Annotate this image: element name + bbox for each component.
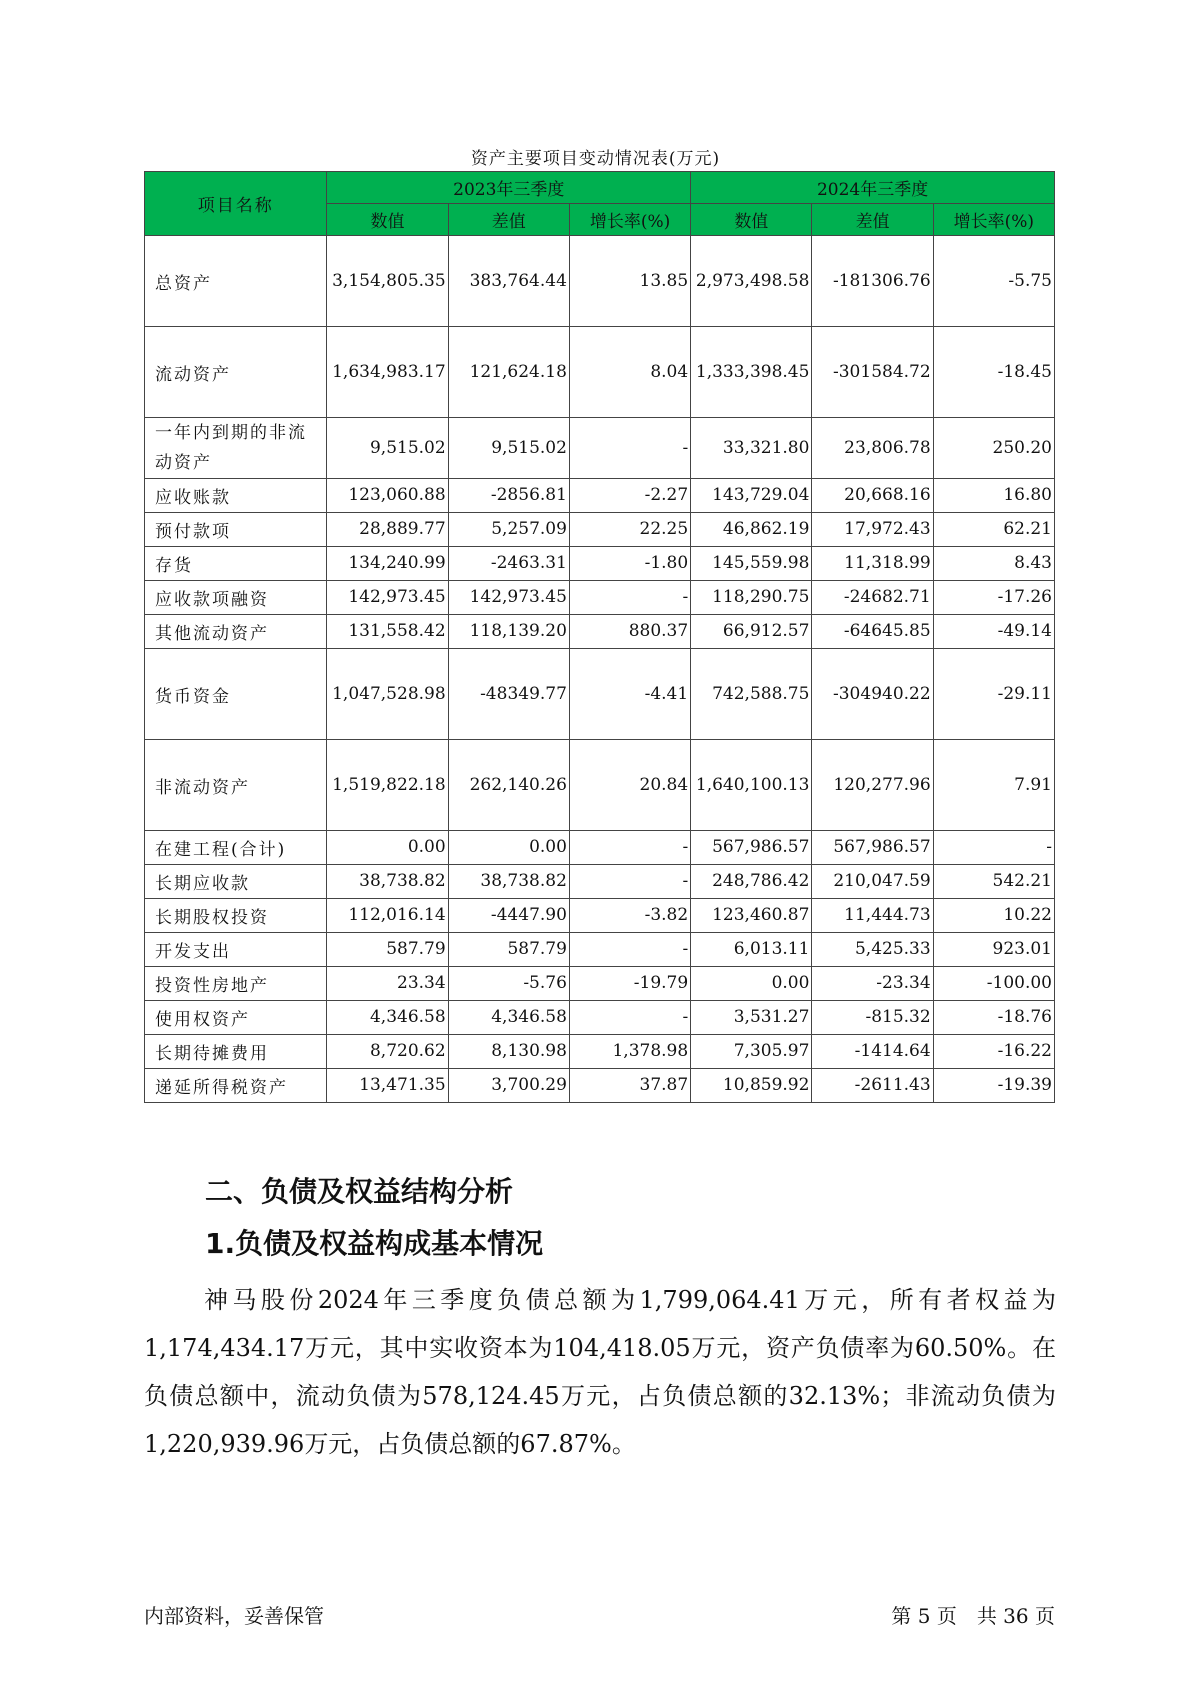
cell-diff-2023: -2856.81 [448,479,569,513]
cell-value-2024: 248,786.42 [691,865,812,899]
cell-diff-2024: -24682.71 [812,581,933,615]
cell-growth-2024: -5.75 [933,236,1054,327]
cell-value-2023: 0.00 [327,831,448,865]
cell-diff-2024: -64645.85 [812,615,933,649]
cell-growth-2024: 923.01 [933,933,1054,967]
cell-value-2023: 134,240.99 [327,547,448,581]
cell-diff-2023: 8,130.98 [448,1035,569,1069]
cell-value-2024: 145,559.98 [691,547,812,581]
table-row [145,547,1055,581]
cell-value-2024: 567,986.57 [691,831,812,865]
cell-diff-2023: 0.00 [448,831,569,865]
cell-value-2023: 123,060.88 [327,479,448,513]
cell-value-2024: 1,640,100.13 [691,740,812,831]
cell-value-2024: 33,321.80 [691,418,812,479]
cell-growth-2024: 10.22 [933,899,1054,933]
cell-value-2023: 28,889.77 [327,513,448,547]
cell-diff-2024: 120,277.96 [812,740,933,831]
body-paragraph: 神马股份2024年三季度负债总额为1,799,064.41万元，所有者权益为1,174,434.17万元，其中实收资本为104,418.05万元，资产负债率为60.50%。在负债总额中，流动负债为578,124.45万元，占负债总额的32.13%；非流动负债为1,220,939.96万元，占负债总额的67.87%。 [144,1286,1056,1458]
cell-growth-2024: -49.14 [933,615,1054,649]
cell-value-2024: 7,305.97 [691,1035,812,1069]
table-row [145,513,1055,547]
cell-diff-2023: 262,140.26 [448,740,569,831]
cell-growth-2024: 7.91 [933,740,1054,831]
row-item-name: 投资性房地产 [145,967,327,1001]
cell-value-2023: 13,471.35 [327,1069,448,1103]
cell-value-2024: 1,333,398.45 [691,327,812,418]
header-col-growth-2024: 增长率(%) [933,204,1054,236]
cell-diff-2023: -4447.90 [448,899,569,933]
cell-growth-2023: -19.79 [569,967,690,1001]
cell-diff-2023: 3,700.29 [448,1069,569,1103]
header-col-diff-2024: 差值 [812,204,933,236]
cell-diff-2024: 5,425.33 [812,933,933,967]
cell-growth-2024: 16.80 [933,479,1054,513]
cell-growth-2023: -4.41 [569,649,690,740]
cell-growth-2023: 1,378.98 [569,1035,690,1069]
row-item-name: 应收款项融资 [145,581,327,615]
cell-growth-2023: -2.27 [569,479,690,513]
cell-value-2024: 46,862.19 [691,513,812,547]
table-row [145,479,1055,513]
table-row [145,967,1055,1001]
table-row [145,1035,1055,1069]
table-row [145,899,1055,933]
cell-value-2023: 38,738.82 [327,865,448,899]
cell-growth-2023: 37.87 [569,1069,690,1103]
table-row [145,581,1055,615]
asset-changes-table [144,171,1055,1103]
cell-value-2023: 3,154,805.35 [327,236,448,327]
table-row [145,649,1055,740]
cell-growth-2024: -17.26 [933,581,1054,615]
cell-diff-2024: 23,806.78 [812,418,933,479]
header-period-2024: 2024年三季度 [691,172,1055,204]
cell-growth-2023: - [569,1001,690,1035]
table-body [145,236,1055,1103]
cell-diff-2024: 210,047.59 [812,865,933,899]
cell-growth-2024: 62.21 [933,513,1054,547]
header-period-2023: 2023年三季度 [327,172,691,204]
cell-value-2024: 2,973,498.58 [691,236,812,327]
cell-growth-2024: -18.45 [933,327,1054,418]
cell-diff-2024: -1414.64 [812,1035,933,1069]
cell-value-2023: 1,634,983.17 [327,327,448,418]
cell-value-2023: 131,558.42 [327,615,448,649]
cell-growth-2024: -18.76 [933,1001,1054,1035]
cell-diff-2023: -48349.77 [448,649,569,740]
header-col-diff-2023: 差值 [448,204,569,236]
cell-growth-2023: - [569,831,690,865]
table-row [145,740,1055,831]
cell-growth-2024: 250.20 [933,418,1054,479]
cell-growth-2023: - [569,865,690,899]
header-col-growth-2023: 增长率(%) [569,204,690,236]
cell-diff-2023: 383,764.44 [448,236,569,327]
row-item-name: 预付款项 [145,513,327,547]
cell-diff-2024: 20,668.16 [812,479,933,513]
cell-growth-2023: -1.80 [569,547,690,581]
row-item-name: 其他流动资产 [145,615,327,649]
cell-value-2023: 4,346.58 [327,1001,448,1035]
cell-growth-2023: 20.84 [569,740,690,831]
cell-growth-2024: 8.43 [933,547,1054,581]
cell-growth-2023: 13.85 [569,236,690,327]
row-item-name: 递延所得税资产 [145,1069,327,1103]
header-col-value-2024: 数值 [691,204,812,236]
row-item-name: 存货 [145,547,327,581]
cell-value-2023: 1,047,528.98 [327,649,448,740]
cell-value-2023: 142,973.45 [327,581,448,615]
table-row [145,418,1055,479]
cell-value-2024: 66,912.57 [691,615,812,649]
cell-value-2024: 123,460.87 [691,899,812,933]
cell-value-2024: 742,588.75 [691,649,812,740]
cell-value-2023: 9,515.02 [327,418,448,479]
table-row [145,236,1055,327]
cell-value-2024: 6,013.11 [691,933,812,967]
cell-value-2024: 0.00 [691,967,812,1001]
cell-diff-2024: 11,318.99 [812,547,933,581]
cell-value-2023: 23.34 [327,967,448,1001]
cell-value-2023: 587.79 [327,933,448,967]
section-heading: 二、负债及权益结构分析 [205,1175,514,1208]
cell-diff-2024: -304940.22 [812,649,933,740]
table-caption: 资产主要项目变动情况表(万元) [470,149,721,169]
cell-value-2024: 143,729.04 [691,479,812,513]
cell-diff-2024: -2611.43 [812,1069,933,1103]
cell-diff-2023: -2463.31 [448,547,569,581]
cell-diff-2023: 587.79 [448,933,569,967]
cell-diff-2023: 121,624.18 [448,327,569,418]
row-item-name: 流动资产 [145,327,327,418]
row-item-name: 货币资金 [145,649,327,740]
row-item-name: 非流动资产 [145,740,327,831]
cell-diff-2023: -5.76 [448,967,569,1001]
cell-value-2023: 112,016.14 [327,899,448,933]
cell-value-2023: 8,720.62 [327,1035,448,1069]
cell-diff-2023: 4,346.58 [448,1001,569,1035]
row-item-name: 一年内到期的非流动资产 [145,418,327,479]
cell-growth-2024: 542.21 [933,865,1054,899]
header-col-value-2023: 数值 [327,204,448,236]
cell-value-2023: 1,519,822.18 [327,740,448,831]
cell-diff-2024: -815.32 [812,1001,933,1035]
cell-value-2024: 118,290.75 [691,581,812,615]
cell-growth-2023: -3.82 [569,899,690,933]
cell-diff-2023: 118,139.20 [448,615,569,649]
cell-growth-2024: - [933,831,1054,865]
cell-diff-2023: 38,738.82 [448,865,569,899]
cell-growth-2024: -100.00 [933,967,1054,1001]
table-row [145,865,1055,899]
cell-diff-2023: 9,515.02 [448,418,569,479]
cell-growth-2023: 880.37 [569,615,690,649]
cell-value-2024: 3,531.27 [691,1001,812,1035]
table-row [145,327,1055,418]
cell-diff-2024: 17,972.43 [812,513,933,547]
cell-value-2024: 10,859.92 [691,1069,812,1103]
cell-growth-2023: - [569,418,690,479]
subsection-heading: 1.负债及权益构成基本情况 [205,1227,544,1260]
row-item-name: 开发支出 [145,933,327,967]
cell-diff-2024: -23.34 [812,967,933,1001]
cell-diff-2024: 11,444.73 [812,899,933,933]
row-item-name: 应收账款 [145,479,327,513]
cell-growth-2024: -19.39 [933,1069,1054,1103]
cell-growth-2023: 8.04 [569,327,690,418]
table-row [145,1001,1055,1035]
row-item-name: 长期应收款 [145,865,327,899]
footer-page-number: 第 5 页 共 36 页 [891,1604,1055,1628]
footer-confidential-note: 内部资料，妥善保管 [144,1604,324,1628]
cell-growth-2023: - [569,933,690,967]
cell-growth-2024: -29.11 [933,649,1054,740]
cell-growth-2024: -16.22 [933,1035,1054,1069]
table-row [145,831,1055,865]
cell-growth-2023: 22.25 [569,513,690,547]
cell-diff-2024: -181306.76 [812,236,933,327]
row-item-name: 总资产 [145,236,327,327]
row-item-name: 在建工程(合计) [145,831,327,865]
header-item-name: 项目名称 [145,172,327,236]
cell-growth-2023: - [569,581,690,615]
table-row [145,1069,1055,1103]
row-item-name: 长期股权投资 [145,899,327,933]
cell-diff-2024: -301584.72 [812,327,933,418]
row-item-name: 长期待摊费用 [145,1035,327,1069]
table-row [145,933,1055,967]
table-row [145,615,1055,649]
cell-diff-2023: 5,257.09 [448,513,569,547]
cell-diff-2024: 567,986.57 [812,831,933,865]
cell-diff-2023: 142,973.45 [448,581,569,615]
row-item-name: 使用权资产 [145,1001,327,1035]
